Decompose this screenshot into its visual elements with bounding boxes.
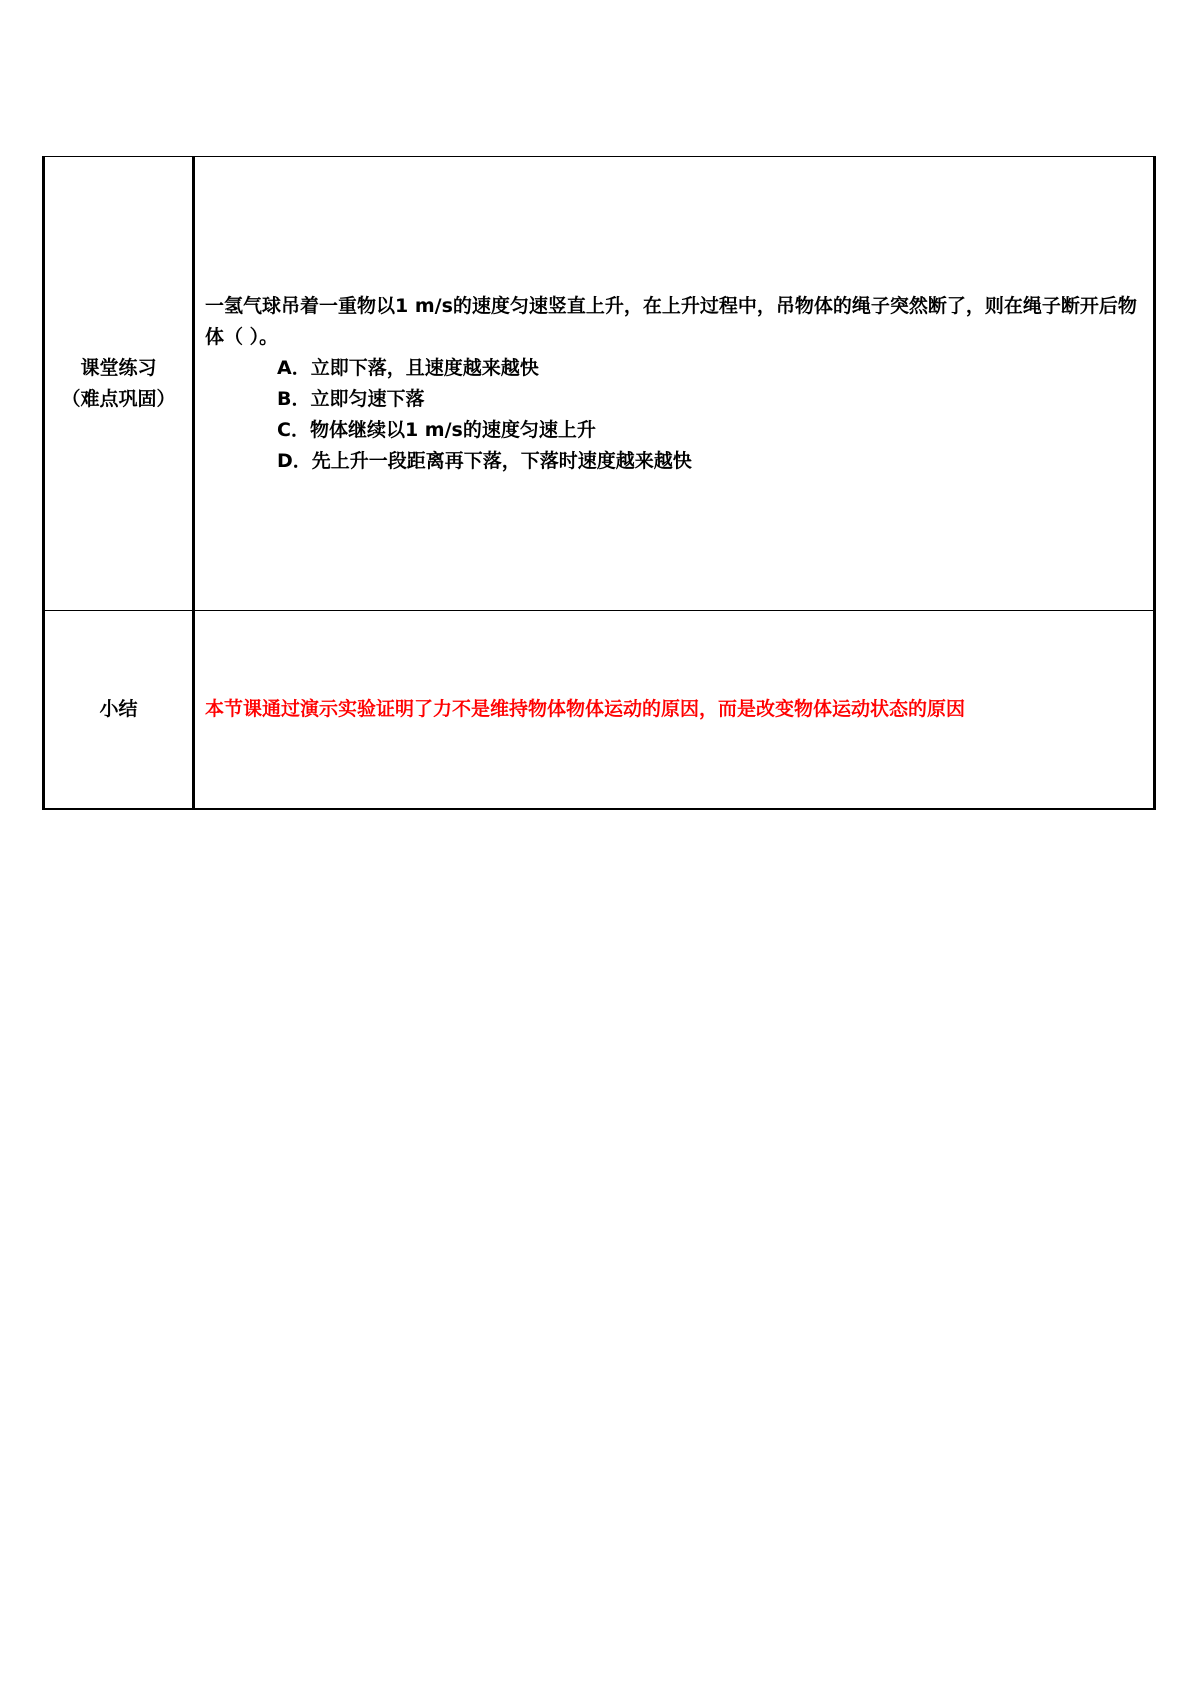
lesson-table xyxy=(42,156,1156,810)
summary-content-cell xyxy=(194,611,1155,809)
option-b: B．立即匀速下落 xyxy=(277,387,425,410)
option-c: C．物体继续以1 m/s的速度匀速上升 xyxy=(277,418,596,441)
summary-text: 本节课通过演示实验证明了力不是维持物体物体运动的原因，而是改变物体运动状态的原因 xyxy=(205,697,966,720)
summary-label: 小结 xyxy=(99,697,138,720)
question-text: 一氢气球吊着一重物以1 m/s的速度匀速竖直上升，在上升过程中，吊物体的绳子突然断了，则在绳子断开后物体（ ）。 xyxy=(205,294,1137,348)
option-d: D．先上升一段距离再下落，下落时速度越来越快 xyxy=(277,449,692,472)
practice-label-title: 课堂练习 xyxy=(80,356,157,379)
practice-label-subtitle: （难点巩固） xyxy=(61,387,176,410)
summary-label-cell xyxy=(44,611,194,809)
option-a: A．立即下落，且速度越来越快 xyxy=(277,356,539,379)
practice-label-cell xyxy=(44,157,194,611)
practice-content-cell xyxy=(194,157,1155,611)
summary-row xyxy=(44,611,1155,809)
practice-row xyxy=(44,157,1155,611)
